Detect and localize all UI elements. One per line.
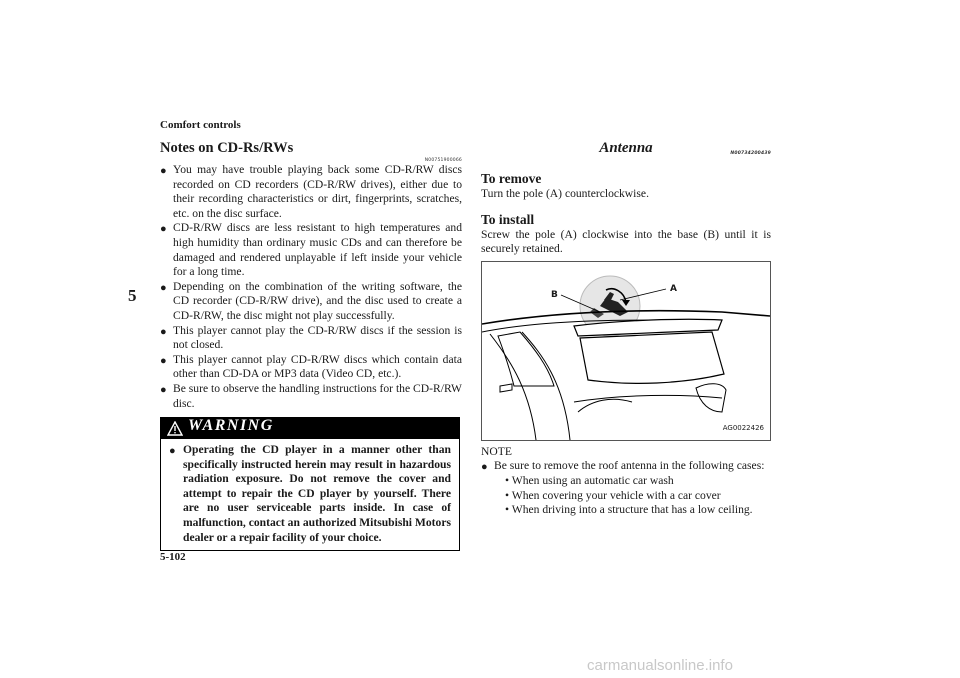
cd-note-bullet: ● You may have trouble playing back some CD-R/RW discs recorded on CD recorders (CD-R/RW drives), either due to their recording characteristics or dirt, fingerprints, scratches, etc. on the disc surface. — [160, 163, 462, 220]
antenna-heading — [481, 140, 771, 161]
cd-note-bullet: ● Be sure to observe the handling instructions for the CD-R/RW disc. — [160, 381, 462, 410]
install-text: Screw the pole (A) clockwise into the base (B) until it is securely retained. — [481, 227, 771, 256]
warning-bullet: ● Operating the CD player in a manner other than specifically instructed herein may result in hazardous radiation exposure. Do not remove the cover and attempt to repair the CD player by yourself. There are no user serviceable parts inside. In case of malfunction, contact an authorized Mitsubishi Motors dealer or a repair facility of your choice. — [169, 443, 451, 544]
page-number: 5-102 — [160, 551, 186, 563]
warning-header — [161, 418, 459, 439]
note-label: NOTE — [481, 444, 512, 458]
left-column — [160, 140, 462, 551]
section-title: Comfort controls — [160, 119, 241, 131]
remove-heading: To remove — [481, 171, 542, 186]
bullet-icon: ● — [481, 461, 488, 474]
bullet-icon: ● — [160, 165, 167, 177]
bullet-icon: ● — [160, 281, 167, 294]
note-bullet: ● Be sure to remove the roof antenna in the following cases: — [481, 459, 765, 474]
note-item: • When driving into a structure that has a low ceiling. — [505, 503, 753, 517]
warning-box — [160, 417, 460, 551]
watermark-link[interactable]: carmanualsonline.info — [587, 657, 733, 674]
cd-notes-title: Notes on CD-Rs/RWs — [160, 140, 294, 156]
right-column — [481, 140, 771, 518]
cd-notes-heading-row — [160, 140, 462, 157]
label-b: B — [551, 289, 558, 300]
bullet-icon: ● — [169, 445, 176, 458]
cd-note-bullet: ● This player cannot play CD-R/RW discs which contain data other than CD-DA or MP3 data (Video CD, etc.). — [160, 352, 462, 381]
car-rear-illustration — [482, 262, 770, 440]
antenna-code: N00734200439 — [730, 151, 771, 156]
figure-code: AG0022426 — [722, 424, 764, 433]
bullet-icon: ● — [160, 354, 167, 367]
bullet-icon: ● — [160, 325, 167, 338]
bullet-icon: ● — [160, 383, 167, 396]
cd-note-bullet: ● Depending on the combination of the writing software, the CD recorder (CD-R/RW drive), and the disc used to create a CD-R/RW, the disc might not play successfully. — [160, 279, 462, 322]
antenna-title: Antenna — [599, 140, 653, 156]
cd-note-bullet: ● This player cannot play the CD-R/RW discs if the session is not closed. — [160, 323, 462, 352]
note-item: • When using an automatic car wash — [505, 473, 674, 487]
antenna-figure — [481, 261, 771, 441]
label-a: A — [670, 283, 677, 294]
warning-triangle-icon — [167, 421, 183, 436]
bullet-icon: ● — [160, 223, 167, 236]
install-heading: To install — [481, 211, 535, 227]
warning-title: WARNING — [188, 417, 274, 435]
note-item: • When covering your vehicle with a car cover — [505, 488, 721, 502]
chapter-tab: 5 — [128, 286, 137, 305]
cd-notes-code: N00751900066 — [424, 158, 462, 163]
remove-text: Turn the pole (A) counterclockwise. — [481, 187, 649, 200]
cd-note-bullet: ● CD-R/RW discs are less resistant to high temperatures and high humidity than ordinary music CDs and can therefore be damaged and rendered unplayable if left inside your vehicle for a long time. — [160, 221, 462, 279]
warning-body — [161, 439, 459, 550]
